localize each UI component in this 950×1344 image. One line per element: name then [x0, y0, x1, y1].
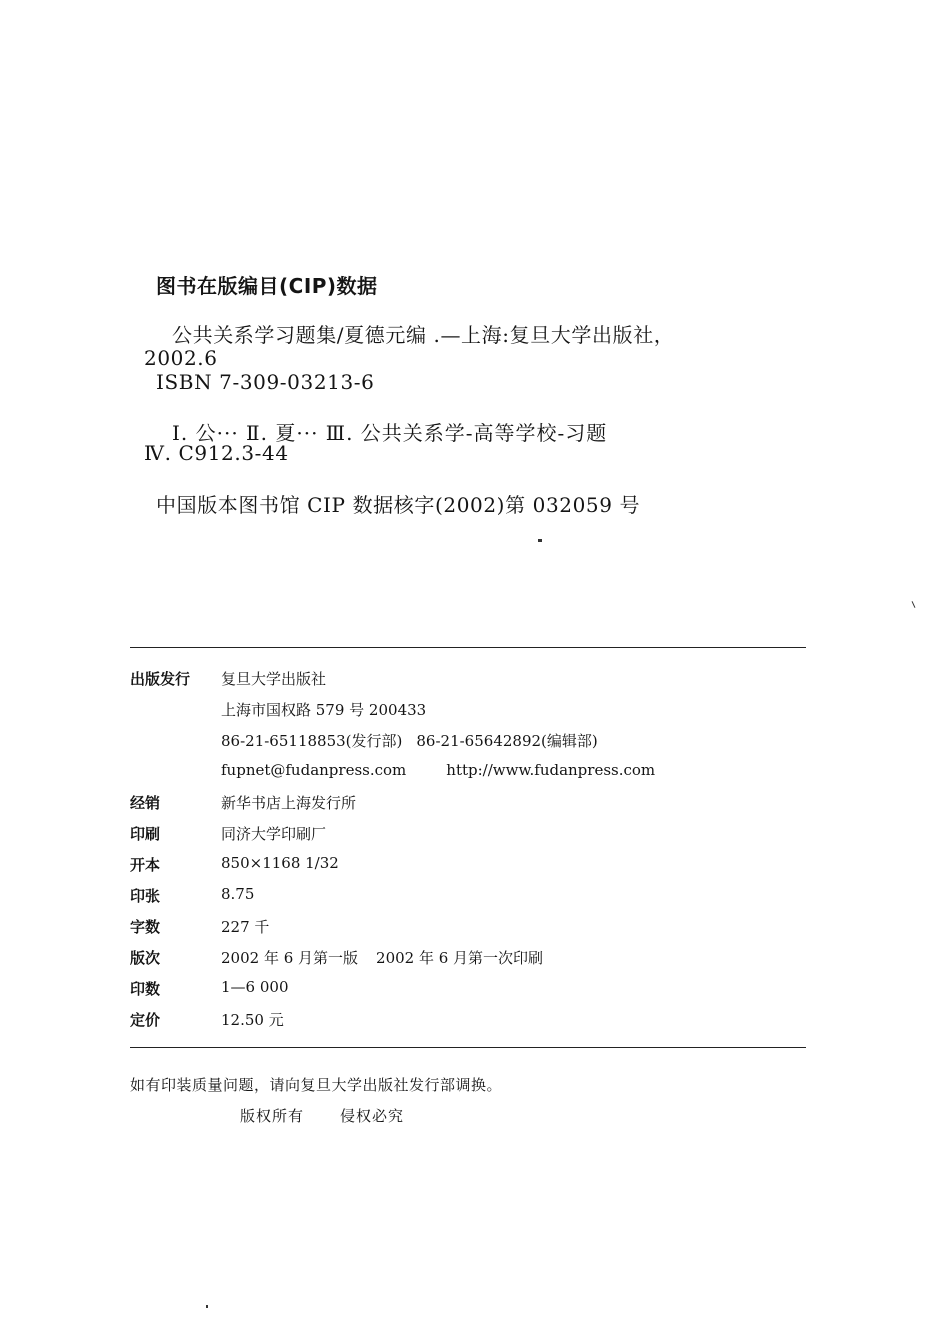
address-value: 上海市国权路 579 号 200433 [221, 701, 427, 719]
publication-info [130, 668, 806, 1040]
scan-speck [206, 1305, 208, 1308]
words-value: 227 千 [221, 918, 270, 936]
phone-values [221, 730, 598, 751]
scan-speck [538, 539, 542, 542]
edition-first: 2002 年 6 月第一版 [221, 949, 359, 967]
format-label: 开本 [130, 856, 161, 874]
copies-row [130, 978, 806, 1009]
cip-line-record-number: 中国版本图书馆 CIP 数据核字(2002)第 032059 号 [156, 493, 641, 517]
contact-values [221, 761, 655, 779]
price-row [130, 1009, 806, 1040]
rights-reserved: 版权所有 [240, 1107, 305, 1125]
words-label: 字数 [130, 918, 161, 936]
contact-row [130, 761, 806, 792]
top-divider [130, 647, 806, 648]
copyright-notice [240, 1105, 404, 1126]
address-row [130, 699, 806, 730]
scan-speck [912, 601, 916, 608]
copies-value: 1—6 000 [221, 978, 289, 996]
distributor-row [130, 792, 806, 823]
quality-notice: 如有印装质量问题，请向复旦大学出版社发行部调换。 [130, 1076, 503, 1094]
phone-editorial: 86-21-65642892(编辑部) [416, 732, 598, 750]
cip-line-classification: Ⅳ. C912.3-44 [144, 441, 289, 465]
copies-label: 印数 [130, 980, 161, 998]
edition-label: 版次 [130, 949, 161, 967]
printer-label: 印刷 [130, 825, 161, 843]
price-value: 12.50 元 [221, 1011, 284, 1029]
cip-line-title-author: 公共关系学习题集/夏德元编 .—上海:复旦大学出版社， [172, 323, 675, 347]
edition-row [130, 947, 806, 978]
publisher-label: 出版发行 [130, 670, 191, 688]
sheets-label: 印张 [130, 887, 161, 905]
website-value: http://www.fudanpress.com [446, 761, 656, 779]
distributor-value: 新华书店上海发行所 [221, 794, 357, 812]
infringement-warning: 侵权必究 [340, 1107, 405, 1125]
sheets-row [130, 885, 806, 916]
printer-value: 同济大学印刷厂 [221, 825, 327, 843]
cip-line-date: 2002.6 [144, 346, 218, 370]
publisher-value: 复旦大学出版社 [221, 670, 327, 688]
words-row [130, 916, 806, 947]
cip-line-subjects: Ⅰ. 公··· Ⅱ. 夏··· Ⅲ. 公共关系学-高等学校-习题 [172, 421, 608, 445]
publisher-row [130, 668, 806, 699]
printing-first: 2002 年 6 月第一次印刷 [376, 949, 544, 967]
format-row [130, 854, 806, 885]
email-value: fupnet@fudanpress.com [221, 761, 407, 779]
cip-line-isbn: ISBN 7-309-03213-6 [156, 370, 375, 394]
phone-row [130, 730, 806, 761]
printer-row [130, 823, 806, 854]
cip-title: 图书在版编目(CIP)数据 [156, 274, 378, 298]
phone-sales: 86-21-65118853(发行部) [221, 732, 403, 750]
price-label: 定价 [130, 1011, 161, 1029]
distributor-label: 经销 [130, 794, 161, 812]
format-value: 850×1168 1/32 [221, 854, 339, 872]
edition-values [221, 947, 543, 968]
sheets-value: 8.75 [221, 885, 255, 903]
bottom-divider [130, 1047, 806, 1048]
